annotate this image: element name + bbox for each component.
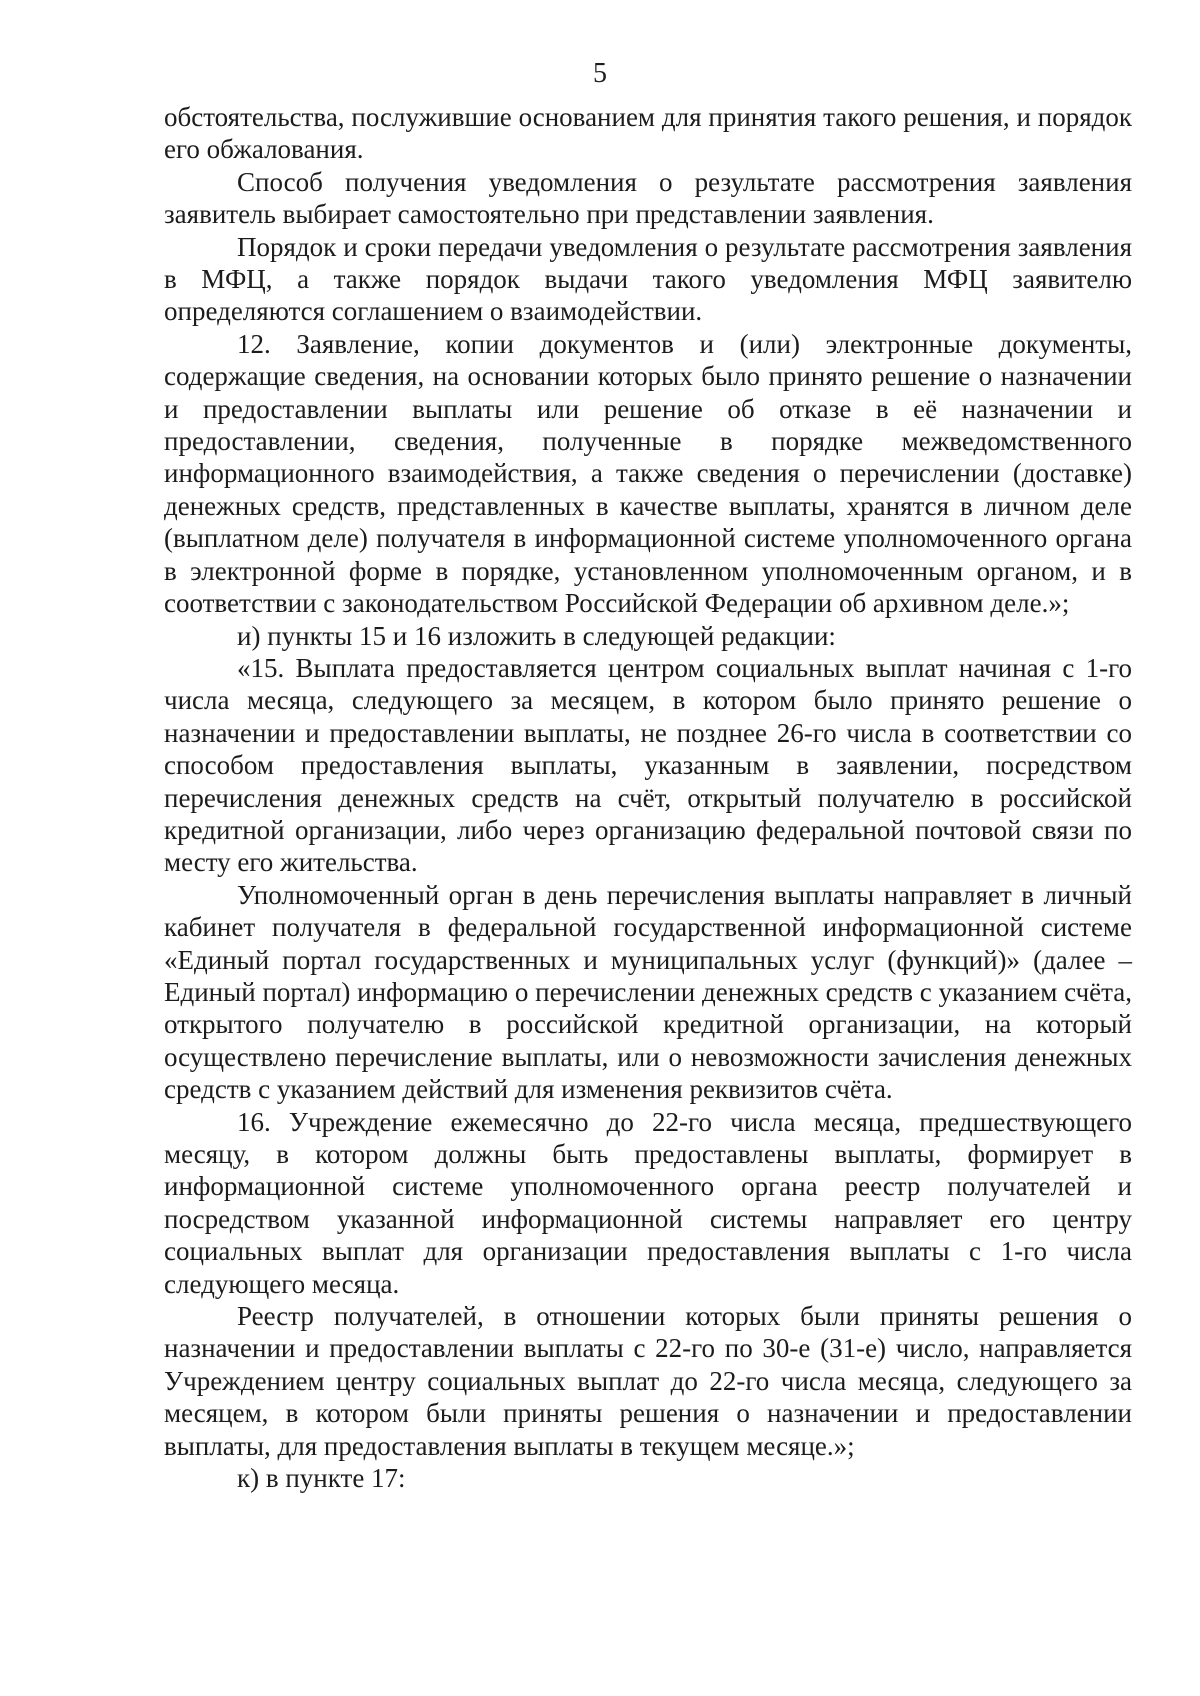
paragraph-subitem-k: к) в пункте 17:	[237, 1463, 406, 1494]
page-number: 5	[593, 58, 607, 89]
paragraph-item-12: 12. Заявление, копии документов и (или) электронные документы, содержащие сведения, на основании которых было принято решение о назначении и предоставлении выплаты или решение об отказе в её назначении и предоставлении, сведения, полученные в порядке межведомственного информационного взаимодействия, а также сведения о перечислении (доставке) денежных средств, представленных в качестве выплаты, хранятся в личном деле (выплатном деле) получателя в информационной системе уполномоченного органа в электронной форме в порядке, установленном уполномоченным органом, и в соответствии с законодательством Российской Федерации об архивном деле.»;	[164, 328, 1132, 619]
paragraph-notification-method: Способ получения уведомления о результате рассмотрения заявления заявитель выбирает самостоятельно при представлении заявления.	[164, 166, 1132, 230]
paragraph-authorized-body: Уполномоченный орган в день перечисления выплаты направляет в личный кабинет получателя в федеральной государственной информационной системе «Единый портал государственных и муниципальных услуг (функций)» (далее – Единый портал) информацию о перечислении денежных средств с указанием счёта, открытого получателю в российской кредитной организации, на который осуществлено перечисление выплаты, или о невозможности зачисления денежных средств с указанием действий для изменения реквизитов счёта.	[164, 879, 1132, 1105]
paragraph-decision-grounds: обстоятельства, послужившие основанием для принятия такого решения, и порядок его обжалования.	[164, 102, 1132, 165]
paragraph-item-16: 16. Учреждение ежемесячно до 22-го числа месяца, предшествующего месяцу, в котором должны быть предоставлены выплаты, формирует в информационной системе уполномоченного органа реестр получателей и посредством указанной информационной системы направляет его центру социальных выплат для организации предоставления выплаты с 1-го числа следующего месяца.	[164, 1106, 1132, 1299]
document-body	[164, 101, 1132, 1494]
paragraph-mfc-transfer: Порядок и сроки передачи уведомления о результате рассмотрения заявления в МФЦ, а также порядок выдачи такого уведомления МФЦ заявителю определяются соглашением о взаимодействии.	[164, 231, 1132, 327]
paragraph-recipients-register: Реестр получателей, в отношении которых были приняты решения о назначении и предоставлении выплаты с 22-го по 30-е (31-е) число, направляется Учреждением центру социальных выплат до 22-го числа месяца, следующего за месяцем, в котором были приняты решения о назначении и предоставлении выплаты, для предоставления выплаты в текущем месяце.»;	[164, 1301, 1132, 1461]
paragraph-item-15: «15. Выплата предоставляется центром социальных выплат начиная с 1-го числа месяца, следующего за месяцем, в котором было принято решение о назначении и предоставлении выплаты, не позднее 26-го числа в соответствии со способом предоставления выплаты, указанным в заявлении, посредством перечисления денежных средств на счёт, открытый получателю в российской кредитной организации, либо через организацию федеральной почтовой связи по месту его жительства.	[164, 652, 1132, 878]
paragraph-subitem-i: и) пункты 15 и 16 изложить в следующей редакции:	[237, 620, 836, 651]
